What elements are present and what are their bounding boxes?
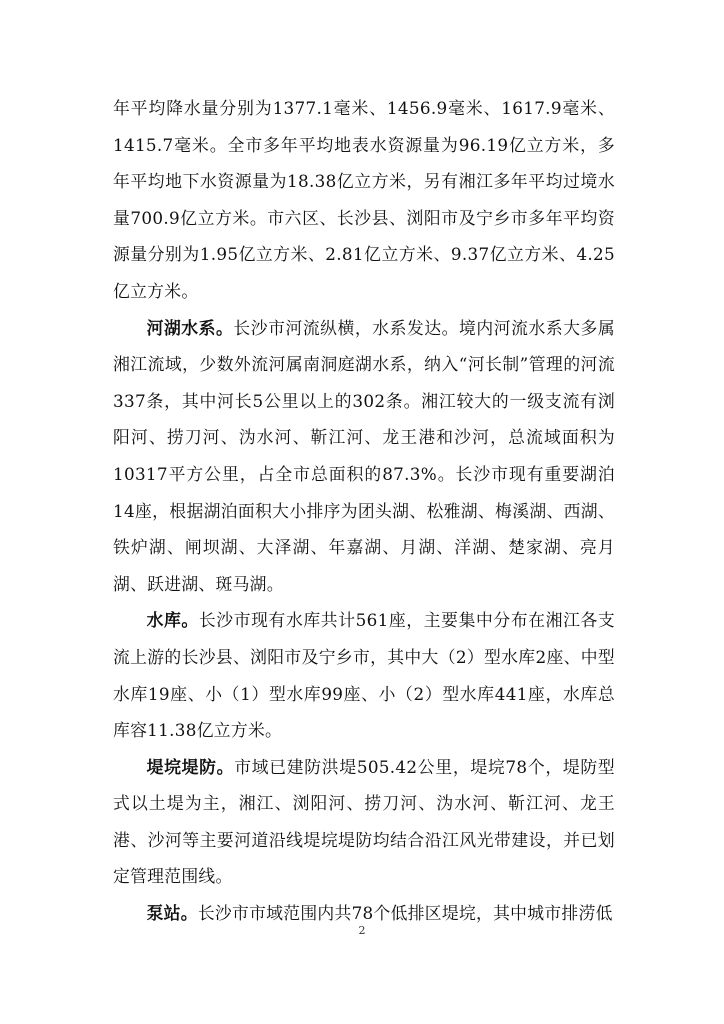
paragraph-text: 长沙市现有水库共计561座，主要集中分布在湘江各支流上游的长沙县、浏阳市及宁乡市，其中大（2）型水库2座、中型水库19座、小（1）型水库99座、小（2）型水库441座，水库总库容11.38亿立方米。 [113,610,615,741]
paragraph-text: 长沙市河流纵横，水系发达。境内河流水系大多属湘江流域，少数外流河属南洞庭湖水系，纳入“河长制”管理的河流337条，其中河长5公里以上的302条。湘江较大的一级支流有浏阳河、捞刀河、沩水河、靳江河、龙王港和沙河，总流域面积为10317平方公里，占全市总面积的87.3%。长沙市现有重要湖泊14座，根据湖泊面积大小排序为团头湖、松雅湖、梅溪湖、西湖、铁炉湖、闸坝湖、大泽湖、年嘉湖、月湖、洋湖、楚家湖、亮月湖、跃进湖、斑马湖。 [113,317,615,594]
paragraph-text: 年平均降水量分别为1377.1毫米、1456.9毫米、1617.9毫米、1415.7毫米。全市多年平均地表水资源量为96.19亿立方米，多年平均地下水资源量为18.38亿立方米，另有湘江多年平均过境水量700.9亿立方米。市六区、长沙县、浏阳市及宁乡市多年平均资源量分别为1.95亿立方米、2.81亿立方米、9.37亿立方米、4.25亿立方米。 [113,98,615,301]
page-number: 2 [358,924,366,937]
paragraph-text: 长沙市市域范围内共78个低排区堤垸，其中城市排涝低 [197,903,613,924]
section-heading-reservoirs: 水库。 [146,610,199,631]
paragraph-embankments [113,749,615,895]
paragraph-text: 市域已建防洪堤505.42公里，堤垸78个，堤防型式以土堤为主，湘江、浏阳河、捞刀河、沩水河、靳江河、龙王港、沙河等主要河道沿线堤垸堤防均结合沿江风光带建设，并已划定管理范围线。 [113,756,615,887]
paragraph-reservoirs [113,602,615,748]
paragraph-precipitation [113,90,615,310]
section-heading-rivers-lakes: 河湖水系。 [146,317,234,338]
section-heading-pump-stations: 泵站。 [146,903,198,924]
section-heading-embankments: 堤垸堤防。 [146,756,235,777]
paragraph-rivers-lakes [113,310,615,603]
body-text [113,90,615,932]
